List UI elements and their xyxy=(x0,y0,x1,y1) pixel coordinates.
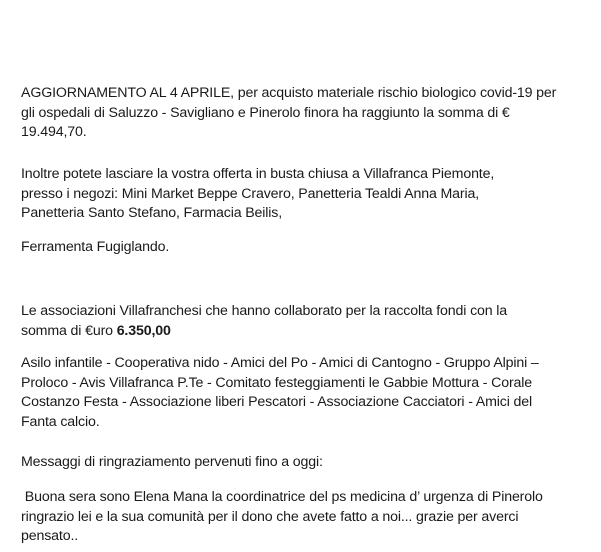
associations-list-line-2: Proloco - Avis Villafranca P.Te - Comitato festeggiamenti le Gabbie Mottura - Corale xyxy=(21,374,533,391)
message-line-3: pensato.. xyxy=(21,528,79,544)
message-line-2: ringrazio lei e la sua comunità per il dono che avete fatto a noi... grazie per averci xyxy=(21,508,519,525)
offer-line-3: Panetteria Santo Stefano, Farmacia Beilis, xyxy=(21,205,283,221)
update-paragraph xyxy=(21,84,593,143)
associations-list-line-3: Costanzo Festa - Associazione liberi Pescatori - Associazione Cacciatori - Amici del xyxy=(21,394,532,410)
message-paragraph xyxy=(21,488,593,547)
associations-intro-line-2 xyxy=(21,322,593,342)
offer-line-2: presso i negozi: Mini Market Beppe Cravero, Panetteria Tealdi Anna Maria, xyxy=(21,185,480,202)
message-line-1: Buona sera sono Elena Mana la coordinatrice del ps medicina d’ urgenza di Pinerolo xyxy=(21,489,543,505)
offer-paragraph xyxy=(21,165,593,224)
amount-value: 6.350,00 xyxy=(116,322,171,339)
associations-list-line-4: Fanta calcio. xyxy=(21,413,100,430)
offer-line-1: Inoltre potete lasciare la vostra offerta in busta chiusa a Villafranca Piemonte, xyxy=(21,166,495,182)
amount-prefix: somma di €uro xyxy=(21,322,117,339)
associations-list-paragraph xyxy=(21,354,593,432)
thanks-intro-paragraph xyxy=(21,453,593,473)
update-line-1: AGGIORNAMENTO AL 4 APRILE, per acquisto materiale rischio biologico covid-19 per xyxy=(21,85,557,101)
update-line-2: gli ospedali di Saluzzo - Savigliano e Pinerolo finora ha raggiunto la somma di € xyxy=(21,104,510,121)
associations-intro-line-1: Le associazioni Villafranchesi che hanno collaborato per la raccolta fondi con la xyxy=(21,303,508,319)
update-line-3: 19.494,70. xyxy=(21,124,87,140)
hardware-line-1: Ferramenta Fugiglando. xyxy=(21,239,170,255)
thanks-intro-line-1: Messaggi di ringraziamento pervenuti fino a oggi: xyxy=(21,454,323,470)
associations-intro-paragraph xyxy=(21,302,593,341)
associations-list-line-1: Asilo infantile - Cooperativa nido - Amici del Po - Amici di Cantogno - Gruppo Alpini – xyxy=(21,355,539,371)
hardware-paragraph xyxy=(21,238,593,258)
